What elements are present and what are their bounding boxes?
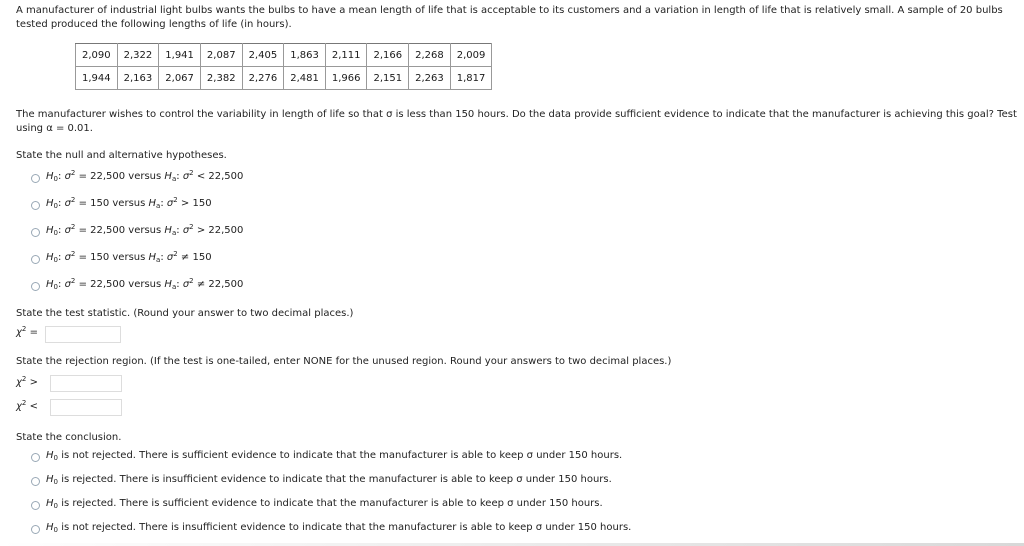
table-cell: 1,863 bbox=[284, 44, 326, 67]
radio-button[interactable] bbox=[31, 255, 40, 264]
radio-button[interactable] bbox=[31, 201, 40, 210]
table-cell: 2,090 bbox=[76, 44, 118, 67]
table-row bbox=[76, 44, 492, 67]
problem-line-1: The manufacturer wishes to control the variability in length of life so that σ is less than 150 hours. Do the data provide sufficient evidence to indicate that the manufacturer is achieving this goal? Test bbox=[16, 109, 1017, 120]
table-cell: 2,087 bbox=[200, 44, 242, 67]
table-row bbox=[76, 67, 492, 90]
radio-button[interactable] bbox=[31, 453, 40, 462]
intro-line-1: A manufacturer of industrial light bulbs wants the bulbs to have a mean length of life that is acceptable to its customers and a variation in length of life that is relatively small. A sample of 20 bulbs bbox=[16, 5, 1003, 16]
hypothesis-text: $H_0$: $\sigma^2 = 22,500$ versus $H_a$: $\sigma^2 \ne 22,500$ bbox=[46, 277, 244, 291]
rejection-lower-input[interactable] bbox=[50, 399, 122, 416]
intro-line-2: tested produced the following lengths of life (in hours). bbox=[16, 19, 292, 30]
hypotheses-prompt: State the null and alternative hypotheses. bbox=[16, 150, 227, 161]
problem-line-2: using α = 0.01. bbox=[16, 123, 93, 134]
conclusion-text: $H_0$ is rejected. There is sufficient evidence to indicate that the manufacturer is able to keep σ under 150 hours. bbox=[46, 498, 603, 510]
conclusion-text: $H_0$ is not rejected. There is sufficient evidence to indicate that the manufacturer is able to keep σ under 150 hours. bbox=[46, 450, 623, 462]
table-cell: 2,166 bbox=[367, 44, 409, 67]
table-cell: 2,405 bbox=[242, 44, 284, 67]
chi-square-label: $\chi^2$ = bbox=[16, 325, 38, 338]
radio-button[interactable] bbox=[31, 174, 40, 183]
lifetimes-table bbox=[75, 43, 492, 90]
conclusion-text: $H_0$ is not rejected. There is insufficient evidence to indicate that the manufacturer is able to keep σ under 150 hours. bbox=[46, 522, 632, 534]
radio-button[interactable] bbox=[31, 282, 40, 291]
rejection-upper-label: $\chi^2$ > bbox=[16, 375, 38, 388]
table-cell: 1,817 bbox=[450, 67, 492, 90]
rejection-upper-input[interactable] bbox=[50, 375, 122, 392]
table-cell: 2,111 bbox=[325, 44, 367, 67]
test-statistic-input[interactable] bbox=[45, 326, 121, 343]
table-cell: 2,481 bbox=[284, 67, 326, 90]
table-cell: 2,163 bbox=[117, 67, 159, 90]
test-statistic-prompt: State the test statistic. (Round your answer to two decimal places.) bbox=[16, 308, 354, 319]
hypothesis-text: $H_0$: $\sigma^2 = 150$ versus $H_a$: $\sigma^2 > 150$ bbox=[46, 196, 212, 210]
table-cell: 2,263 bbox=[409, 67, 451, 90]
hypothesis-text: $H_0$: $\sigma^2 = 22,500$ versus $H_a$: $\sigma^2 > 22,500$ bbox=[46, 223, 244, 237]
hypothesis-text: $H_0$: $\sigma^2 = 22,500$ versus $H_a$: $\sigma^2 < 22,500$ bbox=[46, 169, 244, 183]
table-cell: 2,067 bbox=[159, 67, 201, 90]
hypothesis-text: $H_0$: $\sigma^2 = 150$ versus $H_a$: $\sigma^2 \ne 150$ bbox=[46, 250, 212, 264]
radio-button[interactable] bbox=[31, 477, 40, 486]
table-cell: 2,151 bbox=[367, 67, 409, 90]
table-cell: 1,941 bbox=[159, 44, 201, 67]
rejection-lower-label: $\chi^2$ < bbox=[16, 399, 38, 412]
table-cell: 1,944 bbox=[76, 67, 118, 90]
radio-button[interactable] bbox=[31, 501, 40, 510]
conclusion-prompt: State the conclusion. bbox=[16, 432, 122, 443]
radio-button[interactable] bbox=[31, 525, 40, 534]
table-cell: 2,009 bbox=[450, 44, 492, 67]
table-cell: 2,322 bbox=[117, 44, 159, 67]
table-cell: 2,276 bbox=[242, 67, 284, 90]
conclusion-text: $H_0$ is rejected. There is insufficient evidence to indicate that the manufacturer is able to keep σ under 150 hours. bbox=[46, 474, 612, 486]
table-cell: 1,966 bbox=[325, 67, 367, 90]
rejection-region-prompt: State the rejection region. (If the test is one-tailed, enter NONE for the unused region. Round your answers to two decimal places.) bbox=[16, 356, 672, 367]
table-cell: 2,382 bbox=[200, 67, 242, 90]
radio-button[interactable] bbox=[31, 228, 40, 237]
table-cell: 2,268 bbox=[409, 44, 451, 67]
